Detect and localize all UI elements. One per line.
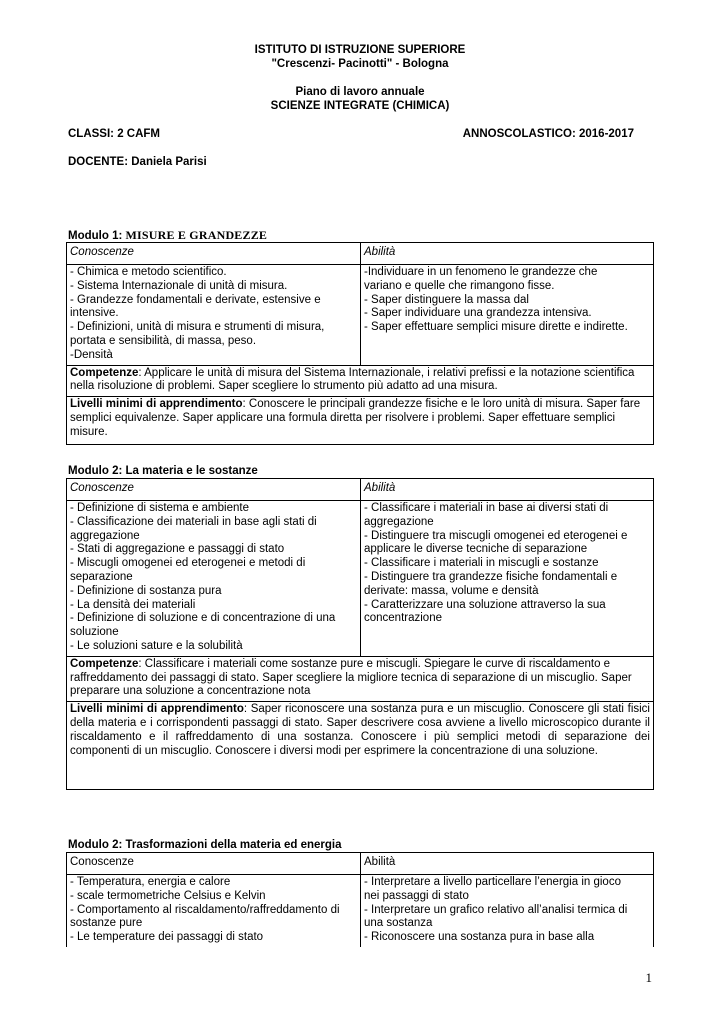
livelli-label: Livelli minimi di apprendimento [70,703,244,716]
list-item: soluzione [70,626,119,639]
list-item: - Saper individuare una grandezza intensiva. [364,307,592,320]
list-item: - Interpretare a livello particellare l’energia in gioco [364,876,621,888]
module-3-title [68,838,342,852]
module-1-competenze [67,365,654,397]
list-item: - Sistema Internazionale di unità di misura. [70,279,288,292]
list-item: aggregazione [70,529,140,542]
list-item: nei passaggi di stato [364,889,469,902]
module-2-col-skills: Abilità [361,479,654,501]
competenze-text: : Applicare le unità di misura del Sistema Internazionale, i relativi prefissi e la notazione scientifica nella risoluzione di problemi. Saper scegliere lo strumento più adatto ad una misura. [70,366,635,393]
module-2-col-knowledge: Conoscenze [67,479,361,501]
list-item: - La densità dei materiali [70,598,196,611]
list-item: - Definizione di sistema e ambiente [70,502,249,514]
teacher-label: DOCENTE: Daniela Parisi [68,156,207,168]
list-item: derivate: massa, volume e densità [364,584,539,597]
module-2-table [66,478,654,790]
list-item: - Classificare i materiali in base ai diversi stati di [364,502,609,514]
list-item: portata e sensibilità, di massa, peso. [70,334,257,347]
competenze-label: Competenze [70,657,139,670]
module-2-competenze [67,656,654,701]
module-3-knowledge-cell [67,875,361,947]
subject-title: SCIENZE INTEGRATE (CHIMICA) [270,100,450,112]
module-1-name: MISURE E GRANDEZZE [125,228,268,242]
list-item: - Comportamento al riscaldamento/raffreddamento di [70,903,340,916]
list-item: - Saper effettuare semplici misure dirette e indirette. [364,321,628,334]
list-item: - Definizioni, unità di misura e strumenti di misura, [70,321,325,334]
list-item: - Caratterizzare una soluzione attraverso la sua [364,598,606,611]
module-2-knowledge-cell [67,501,361,657]
list-item: - Le temperature dei passaggi di stato [70,931,264,944]
module-3-name: Trasformazioni della materia ed energia [125,839,342,851]
module-1-prefix: Modulo 1: [68,230,126,242]
page-number: 1 [645,970,652,985]
livelli-label: Livelli minimi di apprendimento [70,398,243,411]
module-3-table [66,852,654,947]
plan-title: Piano di lavoro annuale [295,86,425,98]
list-item: concentrazione [364,612,442,625]
list-item: - scale termometriche Celsius e Kelvin [70,889,266,902]
list-item: -Densità [70,348,113,361]
module-2-skills-cell [361,501,654,657]
institute-title: ISTITUTO DI ISTRUZIONE SUPERIORE [254,44,466,56]
module-2-prefix: Modulo 2: [68,465,126,477]
list-item: - Stati di aggregazione e passaggi di stato [70,543,285,556]
module-1-col-knowledge: Conoscenze [67,243,361,265]
school-name: "Crescenzi- Pacinotti" - Bologna [271,58,449,70]
list-item: una sostanza [364,917,433,930]
list-item: - Riconoscere una sostanza pura in base alla [364,931,595,944]
module-3-col-knowledge: Conoscenze [67,853,361,875]
livelli-text: : Conoscere le principali grandezze fisiche e le loro unità di misura. Saper fare semplici equivalenze. Saper applicare una formula diretta per risolvere i problemi. Saper effettuare semplici misure. [70,398,641,438]
list-item: sostanze pure [70,917,143,930]
list-item: - Temperatura, energia e calore [70,876,231,888]
module-2-name: La materia e le sostanze [125,465,258,477]
list-item: - Chimica e metodo scientifico. [70,266,227,278]
list-item: - Saper distinguere la massa dal [364,293,529,306]
list-item: - Definizione di sostanza pura [70,584,222,597]
list-item: - Grandezze fondamentali e derivate, estensive e [70,293,321,306]
competenze-text: : Classificare i materiali come sostanze pure e miscugli. Spiegare le curve di riscaldamento e raffreddamento dei passaggi di stato. Saper scegliere la migliore tecnica di separazione di un miscuglio. Saper preparare una soluzione a concentrazione nota [70,657,632,698]
list-item: - Interpretare un grafico relativo all’analisi termica di [364,903,628,916]
module-1-table [66,242,654,445]
list-item: aggregazione [364,515,434,528]
list-item: applicare le diverse tecniche di separazione [364,543,588,556]
competenze-label: Competenze [70,366,139,379]
module-1-livelli [67,397,654,445]
module-3-skills-cell [361,875,654,947]
list-item: - Distinguere tra grandezze fisiche fondamentali e [364,570,618,583]
classes-label: CLASSI: 2 CAFM [68,128,160,140]
module-2-title [68,464,258,478]
module-2-livelli [67,702,654,790]
list-item: separazione [70,570,133,583]
list-item: - Miscugli omogenei ed eterogenei e metodi di [70,557,306,570]
module-1-col-skills: Abilità [361,243,654,265]
list-item: variano e quelle che rimangono fisse. [364,279,555,292]
school-year: ANNOSCOLASTICO: 2016-2017 [462,128,634,140]
module-1-knowledge-cell [67,265,361,366]
module-1-skills-cell [361,265,654,366]
list-item: -Individuare in un fenomeno le grandezze che [364,266,598,278]
list-item: - Le soluzioni sature e la solubilità [70,639,243,652]
livelli-text: : Saper riconoscere una sostanza pura e un miscuglio. Conoscere gli stati fisici della materia e i corrispondenti passaggi di stato. Saper descrivere cosa avviene a livello microscopico durante il riscaldamento e il raffreddamento di una sostanza. Conoscere i più semplici metodi di separazione dei componenti di un miscuglio. Conoscere i diversi modi per esprimere la concentrazione di una soluzione. [70,703,650,757]
module-3-prefix: Modulo 2: [68,839,126,851]
list-item: - Classificare i materiali in miscugli e sostanze [364,557,599,570]
module-1-title [68,228,267,243]
list-item: - Classificazione dei materiali in base agli stati di [70,515,317,528]
list-item: intensive. [70,307,119,320]
list-item: - Definizione di soluzione e di concentrazione di una [70,612,336,625]
list-item: - Distinguere tra miscugli omogenei ed eterogenei e [364,529,628,542]
module-3-col-skills: Abilità [361,853,654,875]
